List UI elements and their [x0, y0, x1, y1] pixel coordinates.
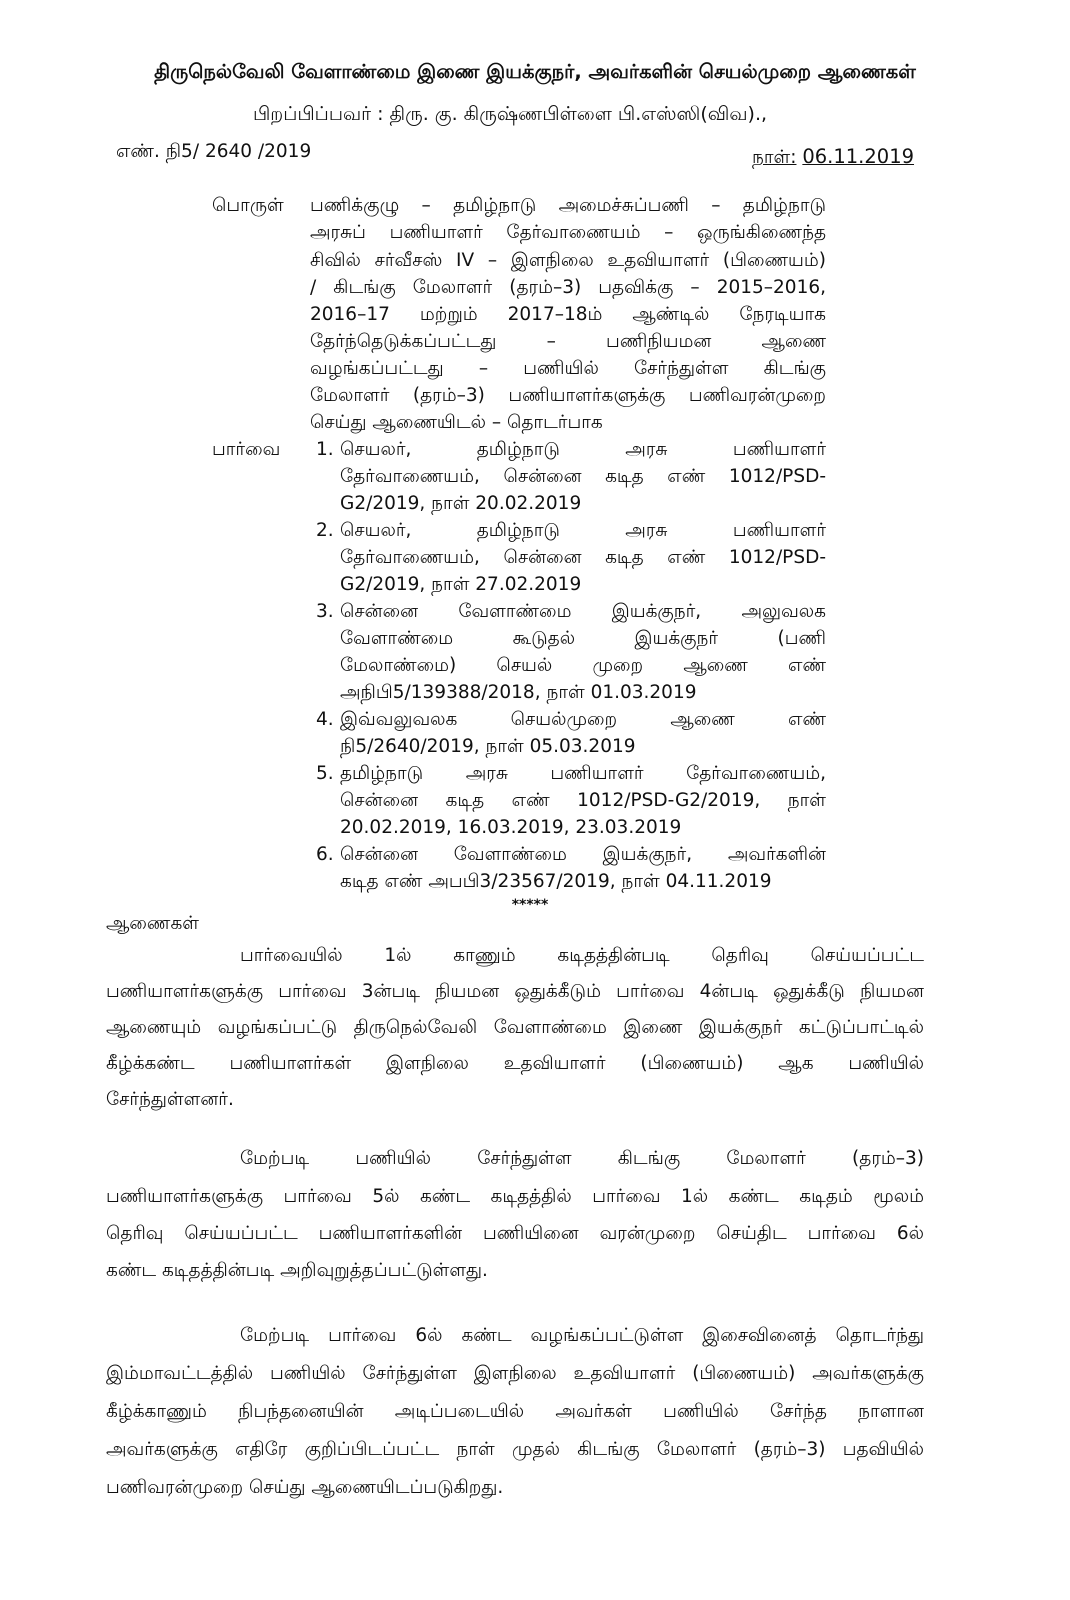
subject-line: சிவில் சர்வீசஸ் IV – இளநிலை உதவியாளர் (பிணையம்) [310, 250, 826, 271]
subject-line: வழங்கப்பட்டது – பணியில் சேர்ந்துள்ள கிடங்கு [310, 358, 826, 379]
paragraph-line: ஆணையும் வழங்கப்பட்டு திருநெல்வேலி வேளாண்மை இணை இயக்குநர் கட்டுப்பாட்டில் [106, 1017, 924, 1038]
paragraph-line: சேர்ந்துள்ளனர். [106, 1089, 234, 1110]
references-label: பார்வை [212, 439, 281, 460]
reference-line: 20.02.2019, 16.03.2019, 23.03.2019 [340, 817, 682, 838]
reference-line: செயலர், தமிழ்நாடு அரசு பணியாளர் [340, 520, 826, 541]
paragraph-line: மேற்படி பணியில் சேர்ந்துள்ள கிடங்கு மேலாளர் (தரம்–3) [240, 1148, 924, 1169]
reference-line: தேர்வாணையம், சென்னை கடித எண் 1012/PSD- [340, 547, 826, 568]
orders-label: ஆணைகள் [106, 913, 199, 934]
reference-line: கடித எண் அபபி3/23567/2019, நாள் 04.11.2019 [340, 871, 772, 892]
subject-line: அரசுப் பணியாளர் தேர்வாணையம் – ஒருங்கிணைந்த [310, 222, 826, 243]
paragraph-line: இம்மாவட்டத்தில் பணியில் சேர்ந்துள்ள இளநிலை உதவியாளர் (பிணையம்) அவர்களுக்கு [106, 1363, 924, 1384]
subject-line: மேலாளர் (தரம்–3) பணியாளர்களுக்கு பணிவரன்முறை [310, 385, 826, 406]
paragraph-line: மேற்படி பார்வை 6ல் கண்ட வழங்கப்பட்டுள்ள இசைவினைத் தொடர்ந்து [240, 1325, 924, 1346]
paragraph-line: கண்ட கடிதத்தின்படி அறிவுறுத்தப்பட்டுள்ளது. [106, 1260, 488, 1281]
reference-line: சென்னை கடித எண் 1012/PSD-G2/2019, நாள் [340, 790, 826, 811]
reference-line: இவ்வலுவலக செயல்முறை ஆணை எண் [340, 709, 826, 730]
subject-line: செய்து ஆணையிடல் – தொடர்பாக [310, 412, 603, 433]
reference-line: தமிழ்நாடு அரசு பணியாளர் தேர்வாணையம், [340, 763, 826, 784]
issuer-line: பிறப்பிப்பவர் : திரு. கு. கிருஷ்ணபிள்ளை பி.எஸ்ஸி(விவ)., [252, 103, 768, 125]
reference-line: அநிபி5/139388/2018, நாள் 01.03.2019 [340, 682, 697, 703]
reference-number-6: 6. [316, 844, 334, 865]
paragraph-line: தெரிவு செய்யப்பட்ட பணியாளர்களின் பணியினை வரன்முறை செய்திட பார்வை 6ல் [106, 1223, 924, 1244]
reference-number-4: 4. [316, 709, 334, 730]
reference-number-1: 1. [316, 439, 334, 460]
paragraph-line: கீழ்க்காணும் நிபந்தனையின் அடிப்படையில் அவர்கள் பணியில் சேர்ந்த நாளான [106, 1401, 924, 1422]
paragraph-line: பணியாளர்களுக்கு பார்வை 5ல் கண்ட கடிதத்தில் பார்வை 1ல் கண்ட கடிதம் மூலம் [106, 1186, 924, 1207]
reference-line: மேலாண்மை) செயல் முறை ஆணை எண் [340, 655, 826, 676]
date-label: நாள்: [752, 147, 797, 168]
reference-line: சென்னை வேளாண்மை இயக்குநர், அவர்களின் [340, 844, 826, 865]
paragraph-line: கீழ்க்கண்ட பணியாளர்கள் இளநிலை உதவியாளர் (பிணையம்) ஆக பணியில் [106, 1053, 924, 1074]
paragraph-line: பணியாளர்களுக்கு பார்வை 3ன்படி நியமன ஒதுக்கீடும் பார்வை 4ன்படி ஒதுக்கீடு நியமன [106, 981, 924, 1002]
subject-line: பணிக்குழு – தமிழ்நாடு அமைச்சுப்பணி – தமிழ்நாடு [310, 195, 826, 216]
reference-line: G2/2019, நாள் 20.02.2019 [340, 493, 582, 514]
subject-line: / கிடங்கு மேலாளர் (தரம்–3) பதவிக்கு – 2015–2016, [310, 277, 826, 298]
reference-line: சென்னை வேளாண்மை இயக்குநர், அலுவலக [340, 601, 826, 622]
subject-label: பொருள் [212, 195, 284, 216]
date-value: 06.11.2019 [802, 145, 915, 168]
reference-line: நி5/2640/2019, நாள் 05.03.2019 [340, 736, 636, 757]
paragraph-line: பார்வையில் 1ல் காணும் கடிதத்தின்படி தெரிவு செய்யப்பட்ட [240, 945, 924, 966]
reference-number-3: 3. [316, 601, 334, 622]
subject-line: தேர்ந்தெடுக்கப்பட்டது – பணிநியமன ஆணை [310, 331, 826, 352]
paragraph-line: பணிவரன்முறை செய்து ஆணையிடப்படுகிறது. [106, 1477, 504, 1498]
section-separator: ***** [511, 897, 549, 913]
date-field [752, 145, 914, 170]
reference-number-2: 2. [316, 520, 334, 541]
reference-line: G2/2019, நாள் 27.02.2019 [340, 574, 582, 595]
subject-line: 2016–17 மற்றும் 2017–18ம் ஆண்டில் நேரடியாக [310, 304, 826, 325]
reference-number-5: 5. [316, 763, 334, 784]
reference-line: வேளாண்மை கூடுதல் இயக்குநர் (பணி [340, 628, 826, 649]
reference-number: எண். நி5/ 2640 /2019 [116, 141, 312, 162]
paragraph-line: அவர்களுக்கு எதிரே குறிப்பிடப்பட்ட நாள் முதல் கிடங்கு மேலாளர் (தரம்–3) பதவியில் [106, 1439, 924, 1460]
reference-line: தேர்வாணையம், சென்னை கடித எண் 1012/PSD- [340, 466, 826, 487]
document-title: திருநெல்வேலி வேளாண்மை இணை இயக்குநர், அவர்களின் செயல்முறை ஆணைகள் [154, 60, 916, 83]
reference-line: செயலர், தமிழ்நாடு அரசு பணியாளர் [340, 439, 826, 460]
